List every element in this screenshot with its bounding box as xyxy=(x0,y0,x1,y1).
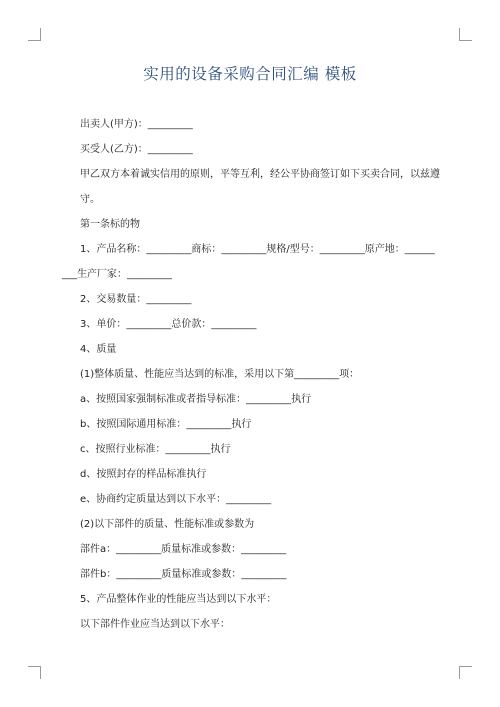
component-standard-line: (2)以下部件的质量、性能标准或参数为 xyxy=(80,519,255,530)
crop-mark-top-left xyxy=(28,28,41,41)
option-a-line: a、按照国家强制标准或者指导标准：_________执行 xyxy=(80,394,312,405)
document-title: 实用的设备采购合同汇编 模板 xyxy=(143,65,357,83)
manufacturer-line: ___生产厂家：_________ xyxy=(62,269,172,280)
quality-standard-line: (1)整体质量、性能应当达到的标准，采用以下第_________项： xyxy=(80,369,360,380)
option-d-line: d、按照封存的样品标准执行 xyxy=(80,469,207,480)
buyer-line: 买受人(乙方)：_________ xyxy=(80,144,193,155)
article-1-heading: 第一条标的物 xyxy=(80,219,140,230)
product-name-line: 1、产品名称：_________商标：_________规格/型号：_________原产地：______ xyxy=(80,244,435,255)
crop-mark-bottom-right xyxy=(459,666,472,679)
quantity-line: 2、交易数量：_________ xyxy=(80,294,192,305)
option-e-line: e、协商约定质量达到以下水平：_________ xyxy=(80,494,272,505)
component-a-line: 部件a：_________质量标准或参数：_________ xyxy=(80,544,287,555)
component-b-line: 部件b：_________质量标准或参数：_________ xyxy=(80,569,287,580)
performance-line: 5、产品整体作业的性能应当达到以下水平： xyxy=(80,594,277,605)
option-c-line: c、按照行业标准：_________执行 xyxy=(80,444,231,455)
option-b-line: b、按照国际通用标准：_________执行 xyxy=(80,419,252,430)
crop-mark-top-right xyxy=(459,28,472,41)
quality-heading: 4、质量 xyxy=(80,344,117,355)
component-performance-line: 以下部件作业应当达到以下水平： xyxy=(80,619,230,630)
seller-line: 出卖人(甲方)：_________ xyxy=(80,119,193,130)
document-body xyxy=(62,112,440,637)
crop-mark-bottom-left xyxy=(28,666,41,679)
preamble-paragraph: 甲乙双方本着诚实信用的原则，平等互利，经公平协商签订如下买卖合同，以兹遵守。 xyxy=(80,169,440,205)
price-line: 3、单价：_________总价款：_________ xyxy=(80,319,257,330)
